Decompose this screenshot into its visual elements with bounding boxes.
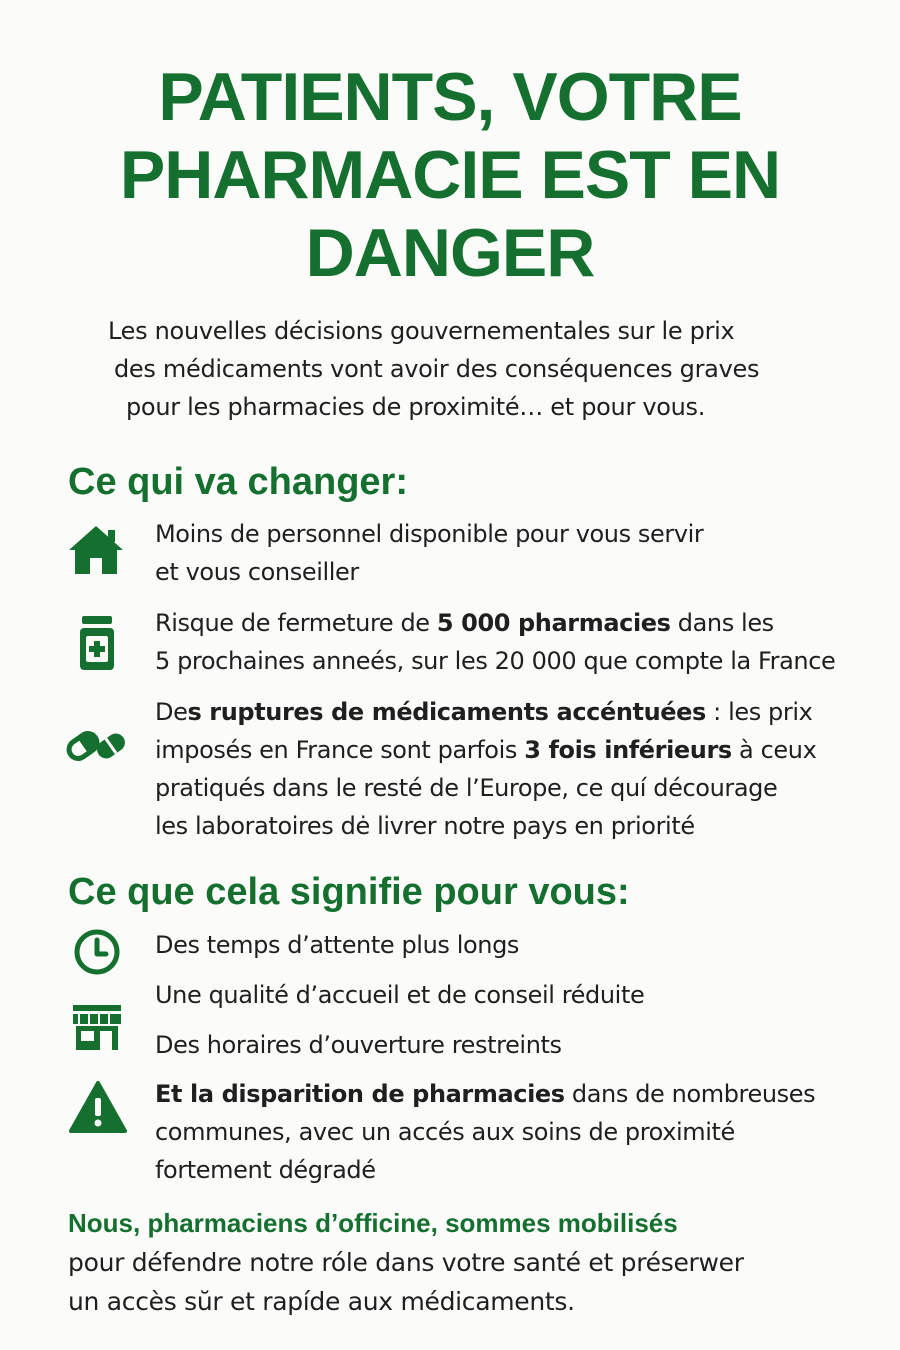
intro-line: Les nouvelles décisions gouvernementales sur le prix (108, 317, 735, 345)
closing-line: pour défendre notre róle dans votre santé et préserwer (68, 1248, 744, 1277)
item-line: Une qualité d’accueil et de conseil réduite (155, 981, 645, 1009)
meaning-item-hours (155, 1026, 890, 1064)
change-item-closures (155, 604, 890, 680)
closing-paragraph (68, 1243, 868, 1321)
house-icon (66, 522, 126, 578)
item-line: les laboratoires dė livrer notre pays en priorité (155, 812, 695, 840)
change-item-staff (155, 515, 890, 591)
item-line: et vous conseiller (155, 558, 359, 586)
meaning-item-disappearance (155, 1075, 890, 1189)
title-line: PHARMACIE EST EN (119, 137, 781, 213)
warning-icon (68, 1080, 128, 1134)
intro-paragraph (108, 312, 838, 426)
medicine-bottle-icon (78, 614, 116, 672)
item-line: Risque de fermeture de 5 000 pharmacies dans les (155, 609, 774, 637)
meaning-item-quality (155, 976, 890, 1014)
item-line: Des horaires d’ouverture restreints (155, 1031, 562, 1059)
item-line: communes, avec un accés aux soins de proximité (155, 1118, 735, 1146)
intro-line: pour les pharmacies de proximité… et pour vous. (126, 393, 706, 421)
item-line: fortement dégradé (155, 1156, 376, 1184)
clock-icon (73, 928, 121, 976)
change-item-shortages (155, 693, 890, 845)
item-line: pratiqués dans le resté de l’Europe, ce quí décourage (155, 774, 778, 802)
storefront-icon (70, 1002, 124, 1052)
section-heading-changes: Ce qui va changer: (68, 461, 408, 503)
pills-icon (66, 726, 128, 766)
meaning-item-waiting (155, 926, 890, 964)
item-line: Et la disparition de pharmacies dans de nombreuses (155, 1080, 816, 1108)
intro-line: des médicaments vont avoir des conséquences graves (114, 355, 760, 383)
item-line: Moins de personnel disponible pour vous servir (155, 520, 704, 548)
item-line: imposés en France sont parfois 3 fois inférieurs à ceux (155, 736, 817, 764)
section-heading-meaning: Ce que cela signifie pour vous: (68, 871, 630, 913)
item-line: Des ruptures de médicaments accéntuées : les prix (155, 698, 813, 726)
item-line: Des temps d’attente plus longs (155, 931, 520, 959)
item-line: 5 prochaines anneés, sur les 20 000 que compte la France (155, 647, 836, 675)
closing-line: un accès sŭr et rapíde aux médicaments. (68, 1287, 575, 1316)
closing-heading: Nous, pharmaciens d’officine, sommes mobilisés (68, 1208, 678, 1238)
title-line: DANGER (305, 215, 595, 291)
title-line: PATIENTS, VOTRE (158, 59, 742, 135)
page-title (40, 58, 860, 292)
